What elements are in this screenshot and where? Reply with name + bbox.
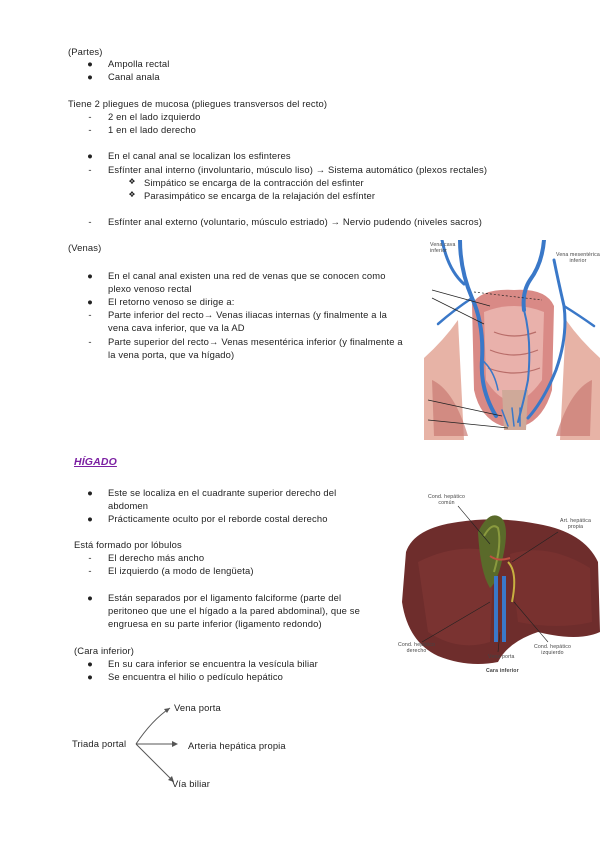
list-item-continuation: abdomen xyxy=(108,500,149,511)
rectal-venous-plexus-figure xyxy=(424,240,600,440)
section-partes-title: (Partes) xyxy=(68,46,103,57)
label-vena-mesenterica xyxy=(556,252,600,264)
list-item: 1 en el lado derecho xyxy=(108,124,196,135)
figure-caption: Cara inferior xyxy=(486,668,519,674)
bullet-dot: ● xyxy=(87,671,93,682)
label-line: inferior xyxy=(430,248,448,254)
label-line: derecho xyxy=(406,648,427,654)
bullet-dash: - xyxy=(88,309,92,320)
list-item: Esfínter anal interno (involuntario, músculo liso) → Sistema automático (plexos rectales) xyxy=(108,164,488,175)
list-item: En el canal anal se localizan los esfinteres xyxy=(108,150,291,161)
label-cond-hepatico-izquierdo xyxy=(534,644,571,656)
bullet-diamond: ❖ xyxy=(128,190,136,199)
list-item: Esfínter anal externo (voluntario, músculo estriado) → Nervio pudendo (niveles sacros) xyxy=(108,216,483,227)
list-item-continuation: la vena porta, que va hígado) xyxy=(108,349,235,360)
triada-vena-porta: Vena porta xyxy=(174,702,221,713)
list-item: Parte superior del recto→ Venas mesentérica inferior (y finalmente a xyxy=(108,336,403,347)
bullet-dash: - xyxy=(88,124,92,135)
list-item: Este se localiza en el cuadrante superior derecho del xyxy=(108,487,337,498)
label-line: izquierdo xyxy=(541,650,564,656)
label-cond-hepatico-derecho xyxy=(398,642,435,654)
bullet-dot: ● xyxy=(87,150,93,161)
bullet-dash: - xyxy=(88,552,92,563)
label-line: Cond. hepático xyxy=(398,642,435,648)
pliegues-title: Tiene 2 pliegues de mucosa (pliegues transversos del recto) xyxy=(68,98,328,109)
label-line: común xyxy=(438,500,455,506)
list-item: 2 en el lado izquierdo xyxy=(108,111,201,122)
list-item: Canal anala xyxy=(108,71,160,82)
label-vena-porta: Vena porta xyxy=(488,654,515,660)
triada-label: Triada portal xyxy=(72,738,127,749)
label-line: Cond. hepático xyxy=(534,644,571,650)
list-item: En el canal anal existen una red de venas que se conocen como xyxy=(108,270,386,281)
rectum-illustration xyxy=(424,240,600,440)
bullet-dot: ● xyxy=(87,296,93,307)
venas-title: (Venas) xyxy=(68,242,102,253)
list-item: Parasimpático se encarga de la relajación del esfínter xyxy=(144,190,376,201)
list-item: Simpático se encarga de la contracción del esfinter xyxy=(144,177,364,188)
bullet-dash: - xyxy=(88,164,92,175)
bullet-dash: - xyxy=(88,336,92,347)
bullet-dot: ● xyxy=(87,658,93,669)
list-item: Prácticamente oculto por el reborde costal derecho xyxy=(108,513,328,524)
bullet-dot: ● xyxy=(87,592,93,603)
bullet-diamond: ❖ xyxy=(128,177,136,186)
label-line: Vena mesentérica xyxy=(556,252,600,258)
list-item-continuation: engruesa en su parte inferior (ligamento redondo) xyxy=(108,618,322,629)
label-cond-hepatico-comun xyxy=(428,494,465,506)
bullet-dot: ● xyxy=(87,513,93,524)
list-item-continuation: vena cava inferior, que va la AD xyxy=(108,322,245,333)
triada-arrows xyxy=(132,700,182,790)
list-item-continuation: plexo venoso rectal xyxy=(108,283,192,294)
cara-inferior-title: (Cara inferior) xyxy=(74,645,135,656)
list-item-continuation: peritoneo que une el hígado a la pared abdominal), que se xyxy=(108,605,360,616)
list-item: El izquierdo (a modo de lengüeta) xyxy=(108,565,254,576)
label-vena-cava xyxy=(430,242,456,254)
bullet-dot: ● xyxy=(87,270,93,281)
list-item: El derecho más ancho xyxy=(108,552,205,563)
triada-via-biliar: Vía biliar xyxy=(172,778,210,789)
list-item: Ampolla rectal xyxy=(108,58,170,69)
bullet-dash: - xyxy=(88,216,92,227)
liver-inferior-figure xyxy=(398,492,600,678)
label-line: Art. hepática xyxy=(560,518,592,524)
lobulos-title: Está formado por lóbulos xyxy=(74,539,182,550)
list-item: Están separados por el ligamento falciforme (parte del xyxy=(108,592,342,603)
higado-heading: HÍGADO xyxy=(74,456,117,468)
label-line: Cond. hepático xyxy=(428,494,465,500)
bullet-dash: - xyxy=(88,111,92,122)
bullet-dot: ● xyxy=(87,487,93,498)
triada-arteria: Arteria hepática propia xyxy=(188,740,286,751)
label-line: Vena cava xyxy=(430,242,456,248)
list-item: Parte inferior del recto→ Venas iliacas internas (y finalmente a la xyxy=(108,309,387,320)
list-item: Se encuentra el hilio o pedículo hepático xyxy=(108,671,284,682)
bullet-dot: ● xyxy=(87,71,93,82)
list-item: En su cara inferior se encuentra la vesícula biliar xyxy=(108,658,318,669)
bullet-dot: ● xyxy=(87,58,93,69)
label-arteria-hepatica xyxy=(560,518,591,530)
bullet-dash: - xyxy=(88,565,92,576)
label-line: inferior xyxy=(569,258,587,264)
label-line: propia xyxy=(567,524,584,530)
list-item: El retorno venoso se dirige a: xyxy=(108,296,235,307)
